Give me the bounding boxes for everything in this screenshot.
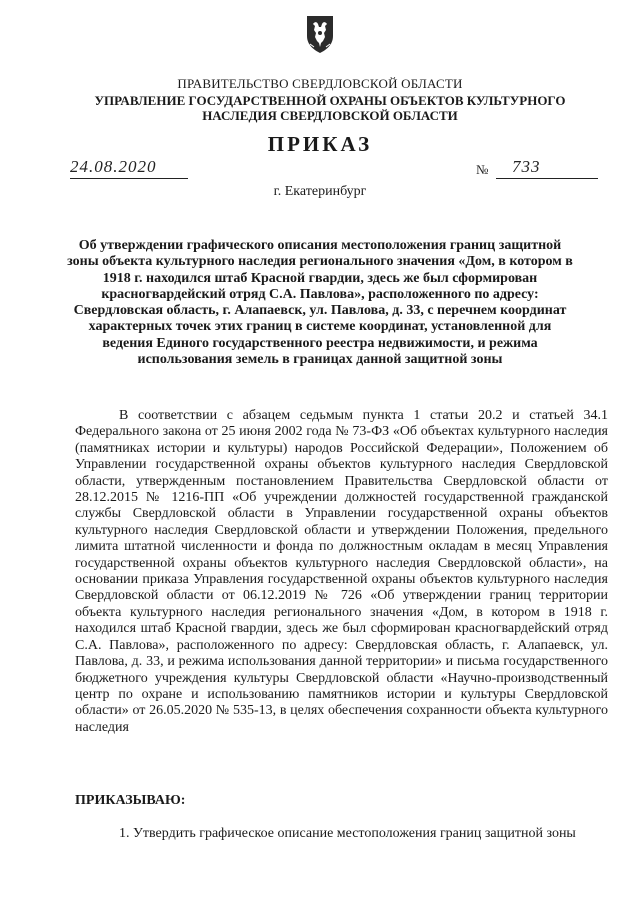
- document-type: ПРИКАЗ: [267, 132, 373, 156]
- handwritten-number: 733: [512, 157, 541, 176]
- order-item-1: 1. Утвердить графическое описание местоположения границ защитной зоны: [119, 826, 576, 841]
- number-field: [496, 158, 598, 179]
- department-name: УПРАВЛЕНИЕ ГОСУДАРСТВЕННОЙ ОХРАНЫ ОБЪЕКТОВ КУЛЬТУРНОГО НАСЛЕДИЯ СВЕРДЛОВСКОЙ ОБЛАСТИ: [94, 93, 566, 123]
- handwritten-date: 24.08.2020: [70, 157, 157, 176]
- sverdlovsk-coat-of-arms-icon: [304, 14, 336, 54]
- number-sign: №: [476, 162, 489, 177]
- government-name: ПРАВИТЕЛЬСТВО СВЕРДЛОВСКОЙ ОБЛАСТИ: [177, 76, 463, 91]
- date-field: [70, 158, 188, 179]
- document-title: Об утверждении графического описания местоположения границ защитной зоны объекта культурного наследия регионального значения «Дом, в котором в 1918 г. находился штаб Красной гвардии, здесь же был сформирован красногвардейский отряд С.А. Павлова», расположенного по адресу: Свердловская область, г. Алапаевск, ул. Павлова, д. 33, с перечнем координат характерных точек этих границ в системе координат, установленной для ведения Единого государственного реестра недвижимости, и режима использования земель в границах данной защитной зоны: [67, 238, 573, 368]
- preamble-paragraph: В соответствии с абзацем седьмым пункта 1 статьи 20.2 и статьей 34.1 Федерального закона от 25 июня 2002 года № 73-ФЗ «Об объектах культурного наследия (памятниках истории и культуры) народов Российской Федерации», Положением об Управлении государственной охраны объектов культурного наследия Свердловской области, утвержденным постановлением Правительства Свердловской области от 28.12.2015 № 1216-ПП «Об учреждении должностей государственной гражданской службы Свердловской области в Управлении государственной охраны объектов культурного наследия Свердловской области и утверждении Положения, предельного лимита штатной численности и фонда по должностным окладам в месяц Управления государственной охраны объектов культурного наследия Свердловской области», на основании приказа Управления государственной охраны объектов культурного наследия Свердловской области от 06.12.2019 № 726 «Об утверждении границ территории объекта культурного наследия регионального значения «Дом, в котором в 1918 г. находился штаб Красной гвардии, здесь же был сформирован красногвардейский отряд С.А. Павлова», расположенного по адресу: Свердловская область, г. Алапаевск, ул. Павлова, д. 33, и режима использования данной территории» и письма государственного бюджетного учреждения культуры Свердловской области «Научно-производственный центр по охране и использованию памятников истории и культуры Свердловской области» от 26.05.2020 № 535-13, в целях обеспечения сохранности объекта культурного наследия: [75, 408, 608, 735]
- city: г. Екатеринбург: [273, 184, 367, 199]
- order-word: ПРИКАЗЫВАЮ:: [75, 793, 186, 808]
